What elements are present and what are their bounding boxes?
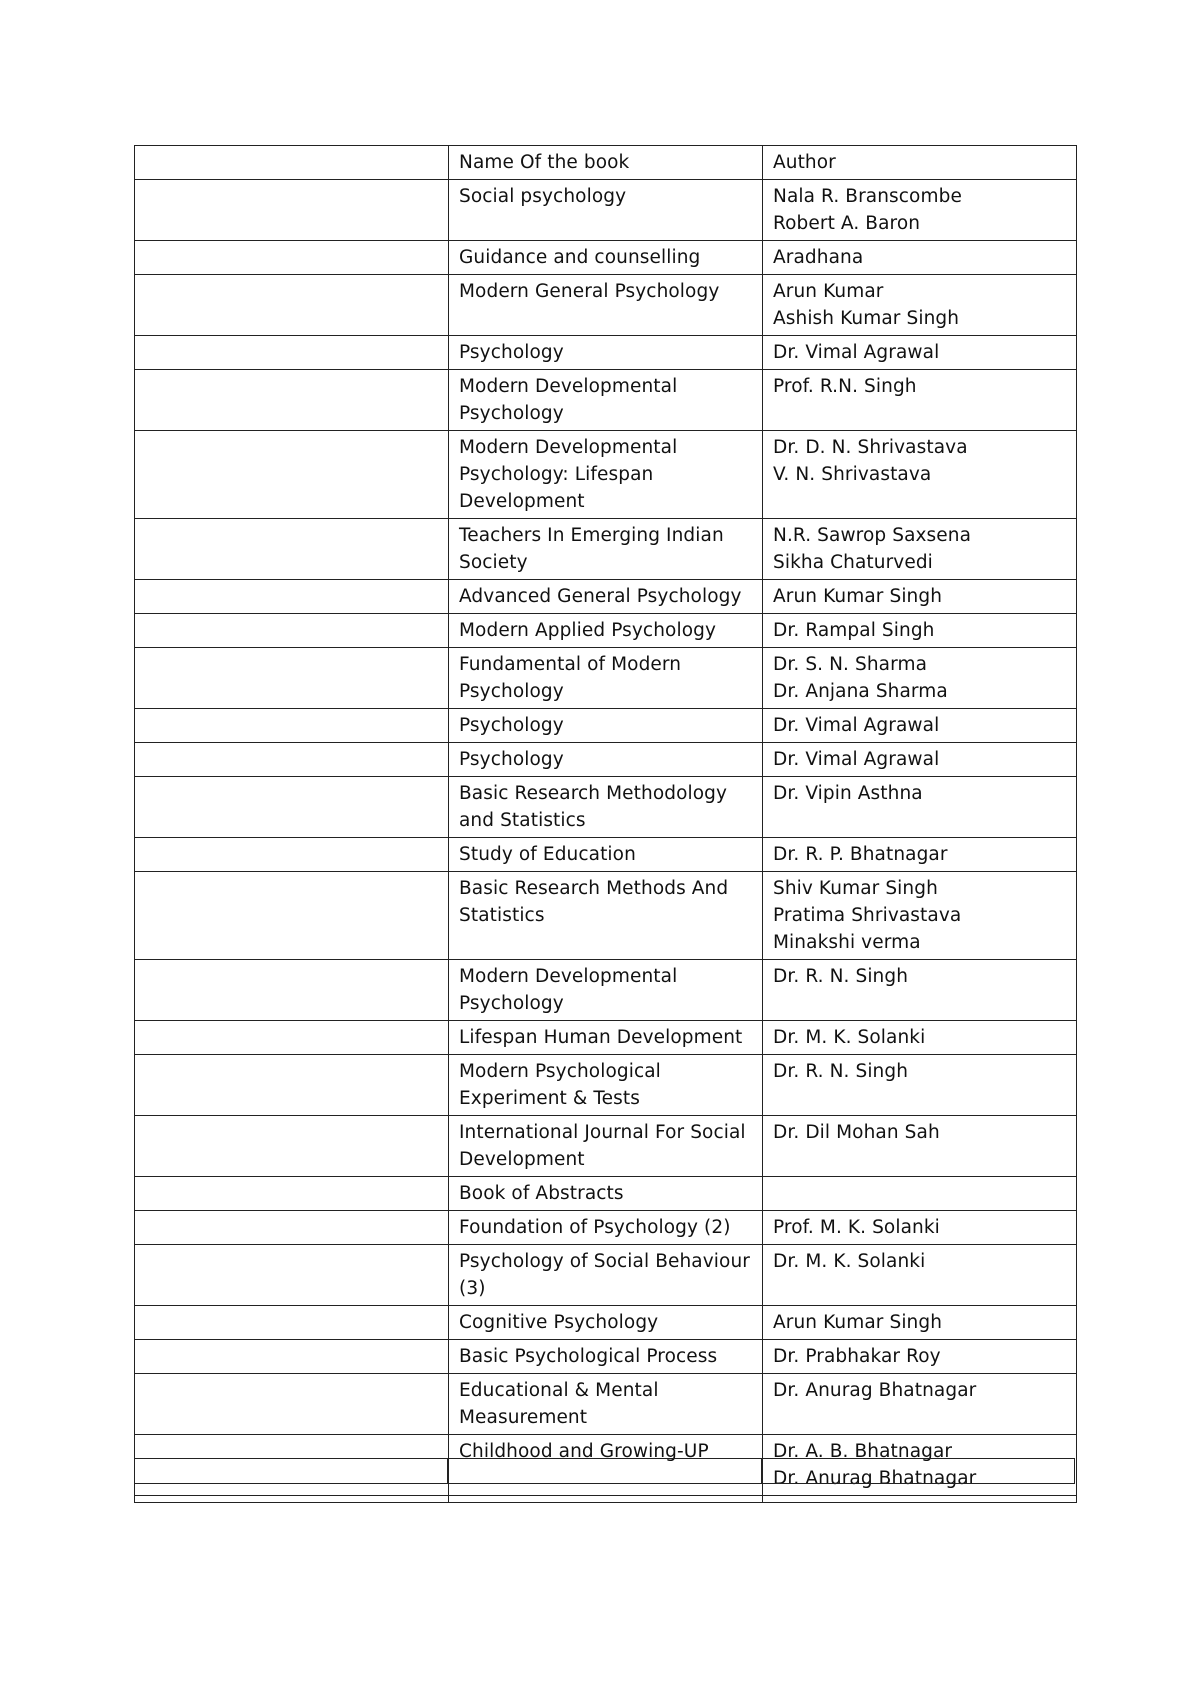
book-name-cell: Basic Research Methodology and Statistics bbox=[449, 777, 763, 838]
table-row bbox=[135, 648, 1077, 709]
book-name-cell: Book of Abstracts bbox=[449, 1177, 763, 1211]
row-empty-cell bbox=[135, 777, 449, 838]
row-empty-cell bbox=[135, 580, 449, 614]
book-name-cell: Modern Applied Psychology bbox=[449, 614, 763, 648]
row-empty-cell bbox=[135, 838, 449, 872]
empty-table-cell bbox=[761, 1459, 1074, 1484]
row-empty-cell bbox=[135, 1245, 449, 1306]
header-cell-book-name: Name Of the book bbox=[449, 146, 763, 180]
empty-table bbox=[134, 1458, 1075, 1484]
table-row bbox=[135, 838, 1077, 872]
author-cell: Dr. Vipin Asthna bbox=[763, 777, 1077, 838]
table-row bbox=[135, 777, 1077, 838]
row-empty-cell bbox=[135, 960, 449, 1021]
table-row bbox=[135, 1340, 1077, 1374]
book-name-cell: Guidance and counselling bbox=[449, 241, 763, 275]
author-cell: Shiv Kumar Singh Pratima Shrivastava Minakshi verma bbox=[763, 872, 1077, 960]
row-empty-cell bbox=[135, 1374, 449, 1435]
table-row bbox=[135, 336, 1077, 370]
row-empty-cell bbox=[135, 1116, 449, 1177]
table-row bbox=[135, 1021, 1077, 1055]
book-name-cell: Cognitive Psychology bbox=[449, 1306, 763, 1340]
table-row bbox=[135, 1116, 1077, 1177]
table-row bbox=[135, 1496, 1077, 1503]
author-cell: Arun Kumar Ashish Kumar Singh bbox=[763, 275, 1077, 336]
row-empty-cell bbox=[135, 336, 449, 370]
book-name-cell: Psychology bbox=[449, 709, 763, 743]
book-name-cell: Study of Education bbox=[449, 838, 763, 872]
book-name-cell: Educational & Mental Measurement bbox=[449, 1374, 763, 1435]
table-row bbox=[135, 180, 1077, 241]
table-row bbox=[135, 1306, 1077, 1340]
author-cell: Dr. S. N. Sharma Dr. Anjana Sharma bbox=[763, 648, 1077, 709]
row-empty-cell bbox=[135, 1177, 449, 1211]
book-name-cell: Advanced General Psychology bbox=[449, 580, 763, 614]
book-name-cell bbox=[449, 1496, 763, 1503]
author-cell bbox=[763, 1496, 1077, 1503]
author-cell: Prof. M. K. Solanki bbox=[763, 1211, 1077, 1245]
book-name-cell: Psychology bbox=[449, 743, 763, 777]
row-empty-cell bbox=[135, 614, 449, 648]
author-cell: Dr. Rampal Singh bbox=[763, 614, 1077, 648]
book-name-cell: Basic Research Methods And Statistics bbox=[449, 872, 763, 960]
author-cell: Dr. Vimal Agrawal bbox=[763, 709, 1077, 743]
table-row bbox=[135, 370, 1077, 431]
table-row bbox=[135, 431, 1077, 519]
book-name-cell: Fundamental of Modern Psychology bbox=[449, 648, 763, 709]
book-name-cell: Modern General Psychology bbox=[449, 275, 763, 336]
row-empty-cell bbox=[135, 519, 449, 580]
row-empty-cell bbox=[135, 709, 449, 743]
book-name-cell: Psychology bbox=[449, 336, 763, 370]
row-empty-cell bbox=[135, 1340, 449, 1374]
author-cell bbox=[763, 1177, 1077, 1211]
row-empty-cell bbox=[135, 180, 449, 241]
book-list-table bbox=[134, 145, 1077, 1503]
row-empty-cell bbox=[135, 1496, 449, 1503]
row-empty-cell bbox=[135, 241, 449, 275]
book-name-cell: Lifespan Human Development bbox=[449, 1021, 763, 1055]
row-empty-cell bbox=[135, 1021, 449, 1055]
author-cell: N.R. Sawrop Saxsena Sikha Chaturvedi bbox=[763, 519, 1077, 580]
row-empty-cell bbox=[135, 872, 449, 960]
author-cell: Arun Kumar Singh bbox=[763, 580, 1077, 614]
book-name-cell: Childhood and Growing-UP bbox=[449, 1435, 763, 1496]
table-row bbox=[135, 1374, 1077, 1435]
row-empty-cell bbox=[135, 1306, 449, 1340]
book-name-cell: Modern Developmental Psychology bbox=[449, 960, 763, 1021]
table-row bbox=[135, 709, 1077, 743]
author-cell: Dr. Vimal Agrawal bbox=[763, 743, 1077, 777]
table-row bbox=[135, 1177, 1077, 1211]
table-row bbox=[135, 872, 1077, 960]
row-empty-cell bbox=[135, 431, 449, 519]
table-header-row bbox=[135, 146, 1077, 180]
table-row bbox=[135, 1211, 1077, 1245]
author-cell: Dr. Prabhakar Roy bbox=[763, 1340, 1077, 1374]
row-empty-cell bbox=[135, 1211, 449, 1245]
book-name-cell: Teachers In Emerging Indian Society bbox=[449, 519, 763, 580]
row-empty-cell bbox=[135, 1055, 449, 1116]
author-cell: Nala R. Branscombe Robert A. Baron bbox=[763, 180, 1077, 241]
table-row bbox=[135, 1245, 1077, 1306]
book-name-cell: Foundation of Psychology (2) bbox=[449, 1211, 763, 1245]
row-empty-cell bbox=[135, 370, 449, 431]
author-cell: Dr. Vimal Agrawal bbox=[763, 336, 1077, 370]
book-name-cell: International Journal For Social Development bbox=[449, 1116, 763, 1177]
table-row bbox=[135, 519, 1077, 580]
book-name-cell: Social psychology bbox=[449, 180, 763, 241]
table-row bbox=[135, 275, 1077, 336]
author-cell: Dr. Dil Mohan Sah bbox=[763, 1116, 1077, 1177]
author-cell: Dr. M. K. Solanki bbox=[763, 1021, 1077, 1055]
author-cell: Dr. A. B. Bhatnagar Dr. Anurag Bhatnagar bbox=[763, 1435, 1077, 1496]
author-cell: Aradhana bbox=[763, 241, 1077, 275]
table-row bbox=[135, 614, 1077, 648]
book-name-cell: Modern Developmental Psychology bbox=[449, 370, 763, 431]
row-empty-cell bbox=[135, 275, 449, 336]
table-row bbox=[135, 960, 1077, 1021]
table-row bbox=[135, 241, 1077, 275]
author-cell: Dr. D. N. Shrivastava V. N. Shrivastava bbox=[763, 431, 1077, 519]
author-cell: Dr. Anurag Bhatnagar bbox=[763, 1374, 1077, 1435]
author-cell: Dr. R. N. Singh bbox=[763, 960, 1077, 1021]
author-cell: Dr. M. K. Solanki bbox=[763, 1245, 1077, 1306]
row-empty-cell bbox=[135, 648, 449, 709]
author-cell: Dr. R. P. Bhatnagar bbox=[763, 838, 1077, 872]
author-cell: Dr. R. N. Singh bbox=[763, 1055, 1077, 1116]
header-cell-author: Author bbox=[763, 146, 1077, 180]
header-cell-empty bbox=[135, 146, 449, 180]
book-name-cell: Modern Developmental Psychology: Lifespan Development bbox=[449, 431, 763, 519]
table-row bbox=[135, 1055, 1077, 1116]
book-name-cell: Basic Psychological Process bbox=[449, 1340, 763, 1374]
author-cell: Arun Kumar Singh bbox=[763, 1306, 1077, 1340]
row-empty-cell bbox=[135, 743, 449, 777]
book-name-cell: Modern Psychological Experiment & Tests bbox=[449, 1055, 763, 1116]
empty-table-cell bbox=[448, 1459, 761, 1484]
empty-table-row bbox=[135, 1459, 1075, 1484]
empty-table-cell bbox=[135, 1459, 448, 1484]
table-row bbox=[135, 580, 1077, 614]
book-name-cell: Psychology of Social Behaviour (3) bbox=[449, 1245, 763, 1306]
author-cell: Prof. R.N. Singh bbox=[763, 370, 1077, 431]
table-row bbox=[135, 743, 1077, 777]
